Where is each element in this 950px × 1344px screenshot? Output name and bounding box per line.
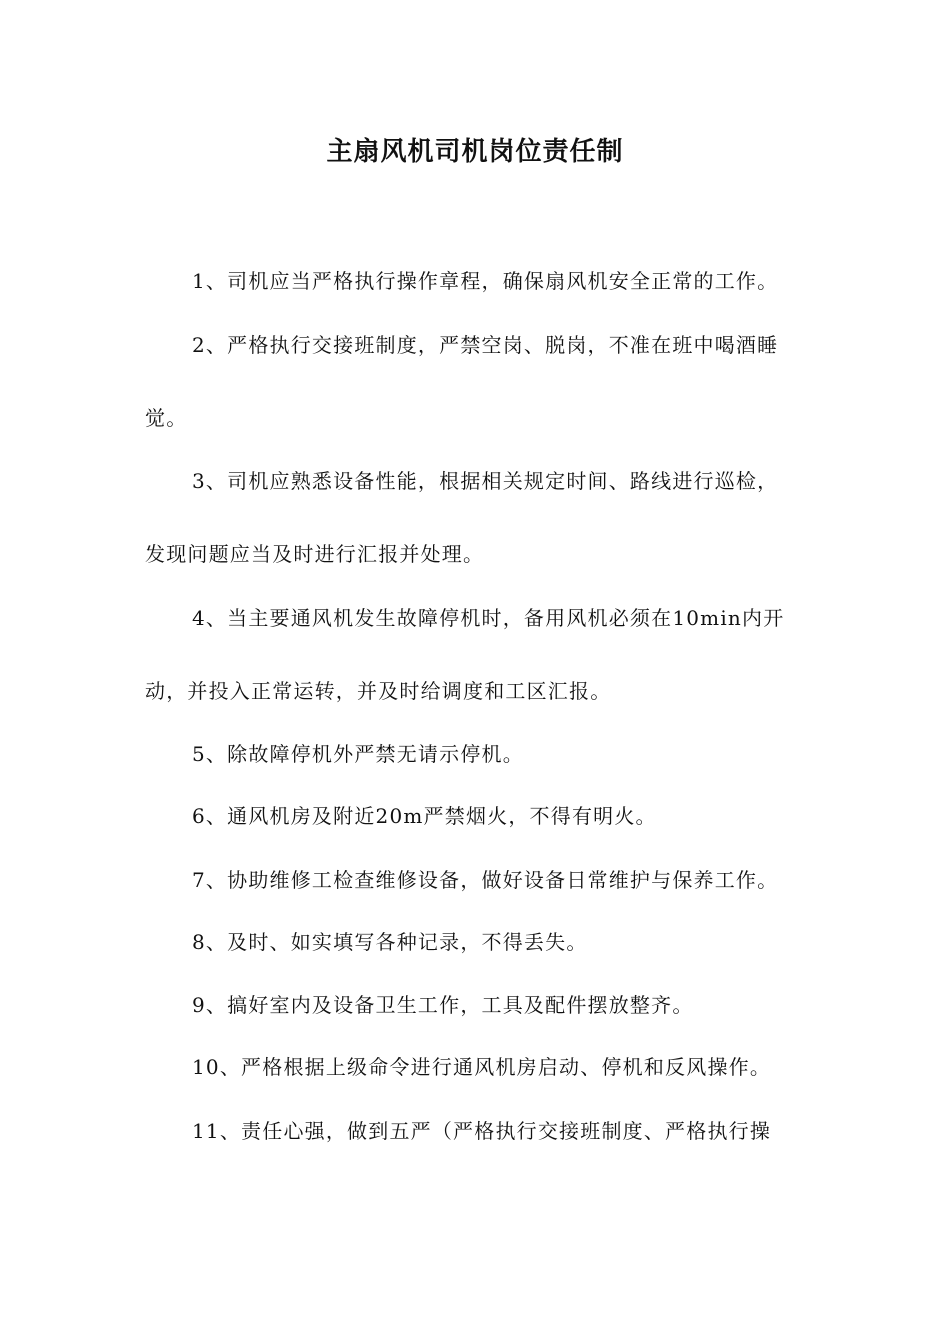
clause-2-continuation: 觉。 [145, 406, 188, 430]
document-title: 主扇风机司机岗位责任制 [326, 137, 624, 167]
clause-9: 9、搞好室内及设备卫生工作，工具及配件摆放整齐。 [192, 993, 694, 1017]
clause-6: 6、通风机房及附近20m严禁烟火，不得有明火。 [192, 804, 657, 828]
clause-1: 1、司机应当严格执行操作章程，确保扇风机安全正常的工作。 [192, 269, 779, 293]
clause-8: 8、及时、如实填写各种记录，不得丢失。 [192, 930, 588, 954]
clause-4: 4、当主要通风机发生故障停机时，备用风机必须在10min内开 [192, 606, 785, 630]
clause-7: 7、协助维修工检查维修设备，做好设备日常维护与保养工作。 [192, 868, 779, 892]
clause-5: 5、除故障停机外严禁无请示停机。 [192, 742, 524, 766]
clause-3: 3、司机应熟悉设备性能，根据相关规定时间、路线进行巡检， [192, 469, 779, 493]
clause-2: 2、严格执行交接班制度，严禁空岗、脱岗，不准在班中喝酒睡 [192, 333, 779, 357]
clause-4-continuation: 动，并投入正常运转，并及时给调度和工区汇报。 [145, 679, 612, 703]
clause-11: 11、责任心强，做到五严（严格执行交接班制度、严格执行操 [192, 1119, 772, 1143]
clause-3-continuation: 发现问题应当及时进行汇报并处理。 [145, 542, 485, 566]
clause-10: 10、严格根据上级命令进行通风机房启动、停机和反风操作。 [192, 1055, 772, 1079]
